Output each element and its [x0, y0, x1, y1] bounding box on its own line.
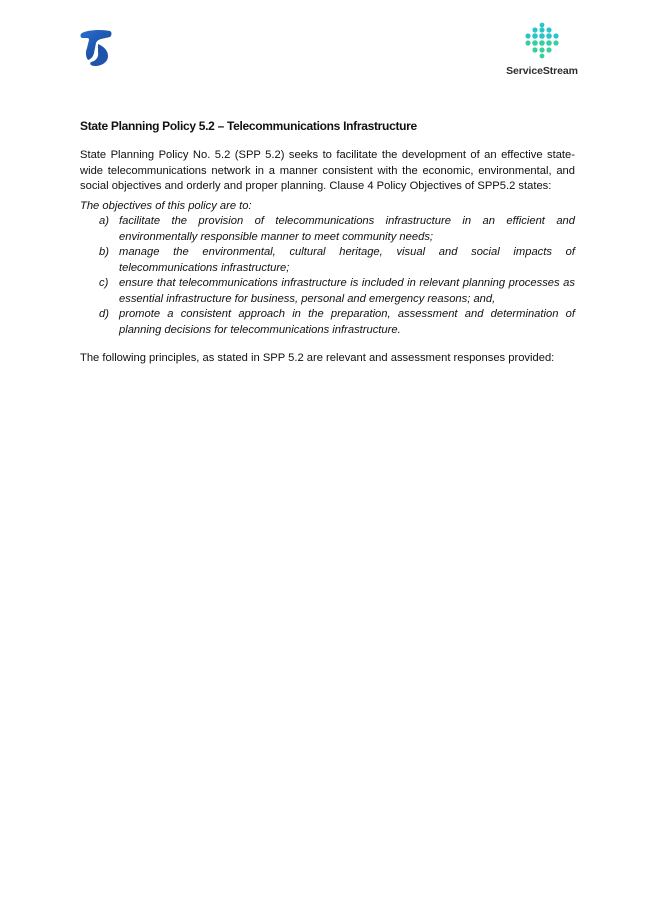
closing-paragraph: The following principles, as stated in SPP 5.2 are relevant and assessment responses provided: — [80, 352, 555, 364]
objective-marker: b) — [99, 246, 109, 258]
section-title: State Planning Policy 5.2 – Telecommunications Infrastructure — [80, 119, 417, 133]
objective-text: ensure that telecommunications infrastructure is included in relevant planning processes as essential infrastructure for business, personal and emergency reasons; and, — [119, 277, 575, 305]
page-header — [0, 0, 653, 100]
objective-item-b — [80, 245, 575, 276]
objectives-list — [80, 214, 575, 338]
objective-text: manage the environmental, cultural heritage, visual and social impacts of telecommunications infrastructure; — [119, 246, 575, 274]
objective-marker: c) — [99, 277, 109, 289]
objective-item-d — [80, 307, 575, 338]
objective-text: promote a consistent approach in the preparation, assessment and determination of planning decisions for telecommunications infrastructure. — [119, 308, 575, 336]
objective-marker: a) — [99, 215, 109, 227]
policy-section — [80, 118, 575, 367]
objective-marker: d) — [99, 308, 109, 320]
telstra-logo-icon — [79, 29, 113, 67]
telstra-logo — [79, 29, 113, 67]
objective-text: facilitate the provision of telecommunications infrastructure in an efficient and environmentally responsible manner to meet community needs; — [119, 215, 575, 243]
servicestream-logo — [500, 20, 584, 82]
objectives-lead: The objectives of this policy are to: — [80, 199, 252, 212]
intro-paragraph: State Planning Policy No. 5.2 (SPP 5.2) seeks to facilitate the development of an effective state-wide telecommunications network in a manner consistent with the economic, environmental, and social objectives and orderly and proper planning. Clause 4 Policy Objectives of SPP5.2 states: — [80, 149, 575, 192]
objective-item-a — [80, 214, 575, 245]
objective-item-c — [80, 276, 575, 307]
servicestream-dots-icon — [522, 22, 562, 62]
servicestream-wordmark: ServiceStream — [506, 65, 578, 77]
